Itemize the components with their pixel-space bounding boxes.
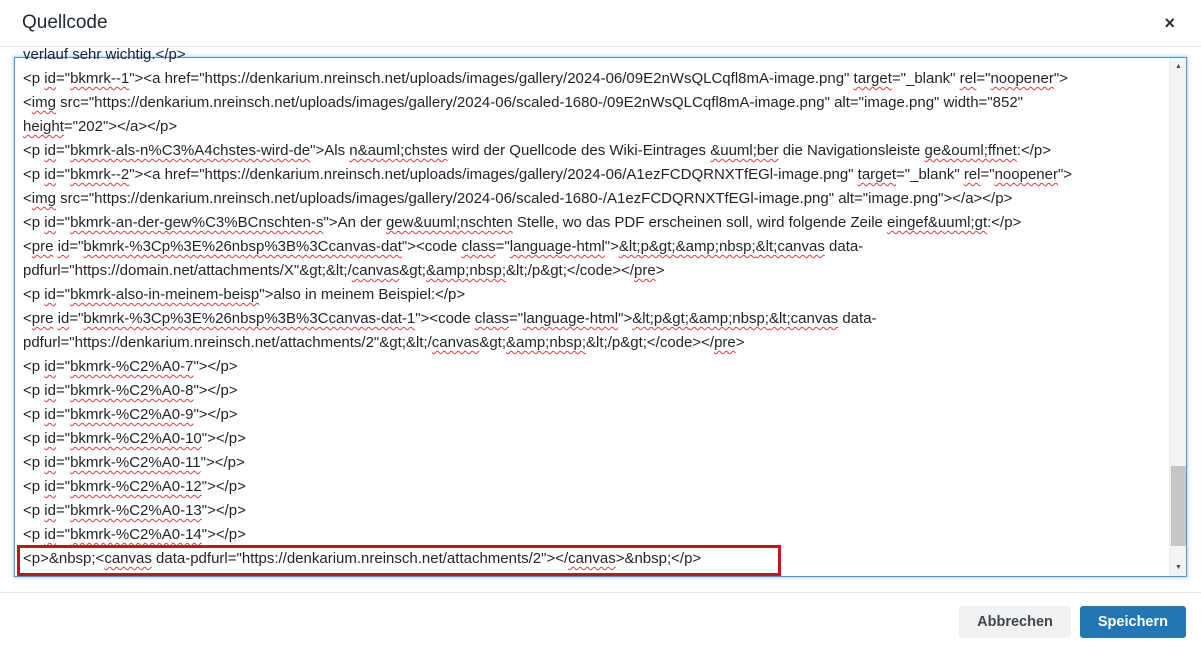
- misspelled-token: bkmrk-%C2%A0-14: [70, 526, 202, 543]
- scrollbar[interactable]: [1169, 58, 1186, 576]
- code-line: <p id="bkmrk-%C2%A0-12"></p>: [23, 478, 246, 495]
- misspelled-token: id: [44, 502, 56, 519]
- misspelled-token: id: [44, 166, 56, 183]
- code-line: <p id="bkmrk-als-n%C3%A4chstes-wird-de">Als n&auml;chstes wird der Quellcode des Wiki-Eintrages &uuml;ber die Navigationsleiste ge&ouml;ffnet:</p>: [23, 142, 1052, 159]
- misspelled-token: bkmrk-als-n%C3%A4chstes-wird-de: [70, 142, 311, 159]
- misspelled-token: bkmrk-%C2%A0-11: [70, 454, 201, 471]
- code-line: verlauf sehr wichtig.</p>: [23, 46, 186, 63]
- code-line: <p id="bkmrk-%C2%A0-13"></p>: [23, 502, 246, 519]
- misspelled-token: canvas: [351, 262, 400, 279]
- code-scroll-area: [15, 46, 1169, 576]
- misspelled-token: &lt;canvas: [768, 310, 839, 327]
- misspelled-token: language-html: [523, 310, 619, 327]
- misspelled-token: ge&ouml;ffnet: [924, 142, 1017, 159]
- misspelled-token: bkmrk-%C2%A0-13: [70, 502, 202, 519]
- misspelled-token: n&auml;chstes: [349, 142, 448, 159]
- misspelled-token: bkmrk-%C2%A0-8: [70, 382, 194, 399]
- misspelled-token: bkmrk-%3Cp%3E%26nbsp%3B%3Ccanvas-dat: [83, 238, 402, 255]
- code-line: <p id="bkmrk-%C2%A0-7"></p>: [23, 358, 238, 375]
- code-line: <img src="https://denkarium.nreinsch.net/uploads/images/gallery/2024-06/scaled-1680-/09E2nWsQLCqfl8mA-image.png" alt="image.png" width="852": [23, 94, 1023, 111]
- misspelled-token: id: [44, 454, 56, 471]
- misspelled-token: id: [44, 430, 56, 447]
- code-line: <p id="bkmrk--2"><a href="https://denkarium.nreinsch.net/uploads/images/gallery/2024-06/A1ezFCDQRNXTfEGl-image.png" target="_blank" rel="noopener">: [23, 166, 1073, 183]
- misspelled-token: &amp;nbsp;: [675, 238, 756, 255]
- modal-title: Quellcode: [22, 12, 108, 33]
- code-line: <pre id="bkmrk-%3Cp%3E%26nbsp%3B%3Ccanvas-dat-1"><code class="language-html">&lt;p&gt;&amp;nbsp;&lt;canvas data-: [23, 310, 877, 327]
- scroll-up-icon[interactable]: ▲: [1175, 63, 1182, 70]
- misspelled-token: bkmrk-%C2%A0-10: [70, 430, 202, 447]
- misspelled-token: class: [474, 310, 509, 327]
- close-icon[interactable]: ×: [1164, 13, 1175, 33]
- code-line: <pre id="bkmrk-%3Cp%3E%26nbsp%3B%3Ccanvas-dat"><code class="language-html">&lt;p&gt;&amp;nbsp;&lt;canvas data-: [23, 238, 864, 255]
- misspelled-token: canvas: [568, 550, 616, 567]
- scroll-down-icon[interactable]: ▼: [1175, 564, 1182, 571]
- misspelled-token: noopener: [990, 70, 1054, 87]
- save-button[interactable]: Speichern: [1080, 606, 1186, 638]
- misspelled-token: id: [57, 238, 70, 255]
- misspelled-token: bkmrk-%3Cp%3E%26nbsp%3B%3Ccanvas-dat-1: [83, 310, 416, 327]
- misspelled-token: bkmrk-%C2%A0-12: [70, 478, 202, 495]
- code-line: <p id="bkmrk--1"><a href="https://denkarium.nreinsch.net/uploads/images/gallery/2024-06/09E2nWsQLCqfl8mA-image.png" target="_blank" rel="noopener">: [23, 70, 1068, 87]
- misspelled-token: pre: [31, 310, 54, 327]
- misspelled-token: id: [57, 310, 70, 327]
- source-code-textarea[interactable]: [14, 46, 1187, 577]
- misspelled-token: canvas: [431, 334, 480, 351]
- code-line: pdfurl="https://domain.net/attachments/X"&gt;&lt;/canvas&gt;&amp;nbsp;&lt;/p&gt;</code></pre>: [23, 262, 665, 279]
- misspelled-token: &lt;p&gt;: [618, 238, 676, 255]
- code-line: <p id="bkmrk-%C2%A0-10"></p>: [23, 430, 246, 447]
- misspelled-token: eingef&uuml;gt: [887, 214, 988, 231]
- misspelled-token: &amp;nbsp;: [506, 334, 587, 351]
- misspelled-token: rel: [959, 70, 977, 87]
- code-line: <p id="bkmrk-%C2%A0-8"></p>: [23, 382, 238, 399]
- code-content: [23, 43, 1169, 571]
- misspelled-token: rel: [963, 166, 981, 183]
- misspelled-token: img: [31, 94, 56, 111]
- misspelled-token: &lt;canvas: [755, 238, 825, 255]
- misspelled-token: target: [857, 166, 897, 183]
- misspelled-token: gew&uuml;nschten: [385, 214, 513, 231]
- misspelled-token: noopener: [994, 166, 1058, 183]
- misspelled-token: bkmrk-%C2%A0-9: [70, 406, 194, 423]
- code-line: height="202"></a></p>: [23, 118, 178, 135]
- misspelled-token: target: [853, 70, 892, 87]
- misspelled-token: &uuml;ber: [710, 142, 779, 159]
- footer-divider: [0, 592, 1201, 593]
- misspelled-token: language-html: [509, 238, 605, 255]
- code-line: <p id="bkmrk-an-der-gew%C3%BCnschten-s">An der gew&uuml;nschten Stelle, wo das PDF erscheinen soll, wird folgende Zeile eingef&uuml;gt:</p>: [23, 214, 1022, 231]
- misspelled-token: &amp;nbsp;: [688, 310, 769, 327]
- misspelled-token: bkmrk-%C2%A0-7: [70, 358, 194, 375]
- misspelled-token: bkmrk-an-der-gew%C3%BCnschten-s: [70, 214, 324, 231]
- code-line: <img src="https://denkarium.nreinsch.net/uploads/images/gallery/2024-06/scaled-1680-/A1ezFCDQRNXTfEGl-image.png" alt="image.png"></a></p>: [23, 190, 1013, 207]
- misspelled-token: id: [44, 382, 56, 399]
- misspelled-token: class: [461, 238, 496, 255]
- misspelled-token: &amp;nbsp;: [425, 262, 507, 279]
- misspelled-token: &lt;p&gt;: [632, 310, 689, 327]
- misspelled-token: id: [44, 406, 56, 423]
- misspelled-token: height: [23, 118, 64, 135]
- misspelled-token: pre: [714, 334, 736, 351]
- misspelled-token: bkmrk-also-in-meinem-beisp: [70, 286, 260, 303]
- cancel-button[interactable]: Abbrechen: [959, 606, 1071, 638]
- misspelled-token: id: [44, 142, 56, 159]
- code-line: pdfurl="https://denkarium.nreinsch.net/attachments/2"&gt;&lt;/canvas&gt;&amp;nbsp;&lt;/p&gt;</code></pre>: [23, 334, 745, 351]
- misspelled-token: pre: [31, 238, 54, 255]
- code-line: <p id="bkmrk-%C2%A0-11"></p>: [23, 454, 245, 471]
- misspelled-token: id: [44, 214, 56, 231]
- misspelled-token: id: [44, 70, 56, 87]
- misspelled-token: id: [44, 286, 56, 303]
- scrollbar-thumb[interactable]: [1171, 466, 1186, 546]
- code-line-highlighted: <p>&nbsp;<canvas data-pdfurl="https://denkarium.nreinsch.net/attachments/2"></canvas>&nbsp;</p>: [23, 547, 1169, 571]
- misspelled-token: pre: [634, 262, 656, 279]
- misspelled-token: id: [44, 478, 56, 495]
- misspelled-token: img: [31, 190, 56, 207]
- modal-footer: [959, 606, 1186, 638]
- misspelled-token: id: [44, 358, 56, 375]
- misspelled-token: canvas: [104, 550, 152, 567]
- misspelled-token: id: [44, 526, 56, 543]
- code-line: <p id="bkmrk-%C2%A0-9"></p>: [23, 406, 238, 423]
- misspelled-token: bkmrk--2: [70, 166, 130, 183]
- modal-header: [0, 0, 1201, 47]
- code-line: <p id="bkmrk-also-in-meinem-beisp">also in meinem Beispiel:</p>: [23, 286, 466, 303]
- code-line: <p id="bkmrk-%C2%A0-14"></p>: [23, 526, 246, 543]
- misspelled-token: bkmrk--1: [70, 70, 130, 87]
